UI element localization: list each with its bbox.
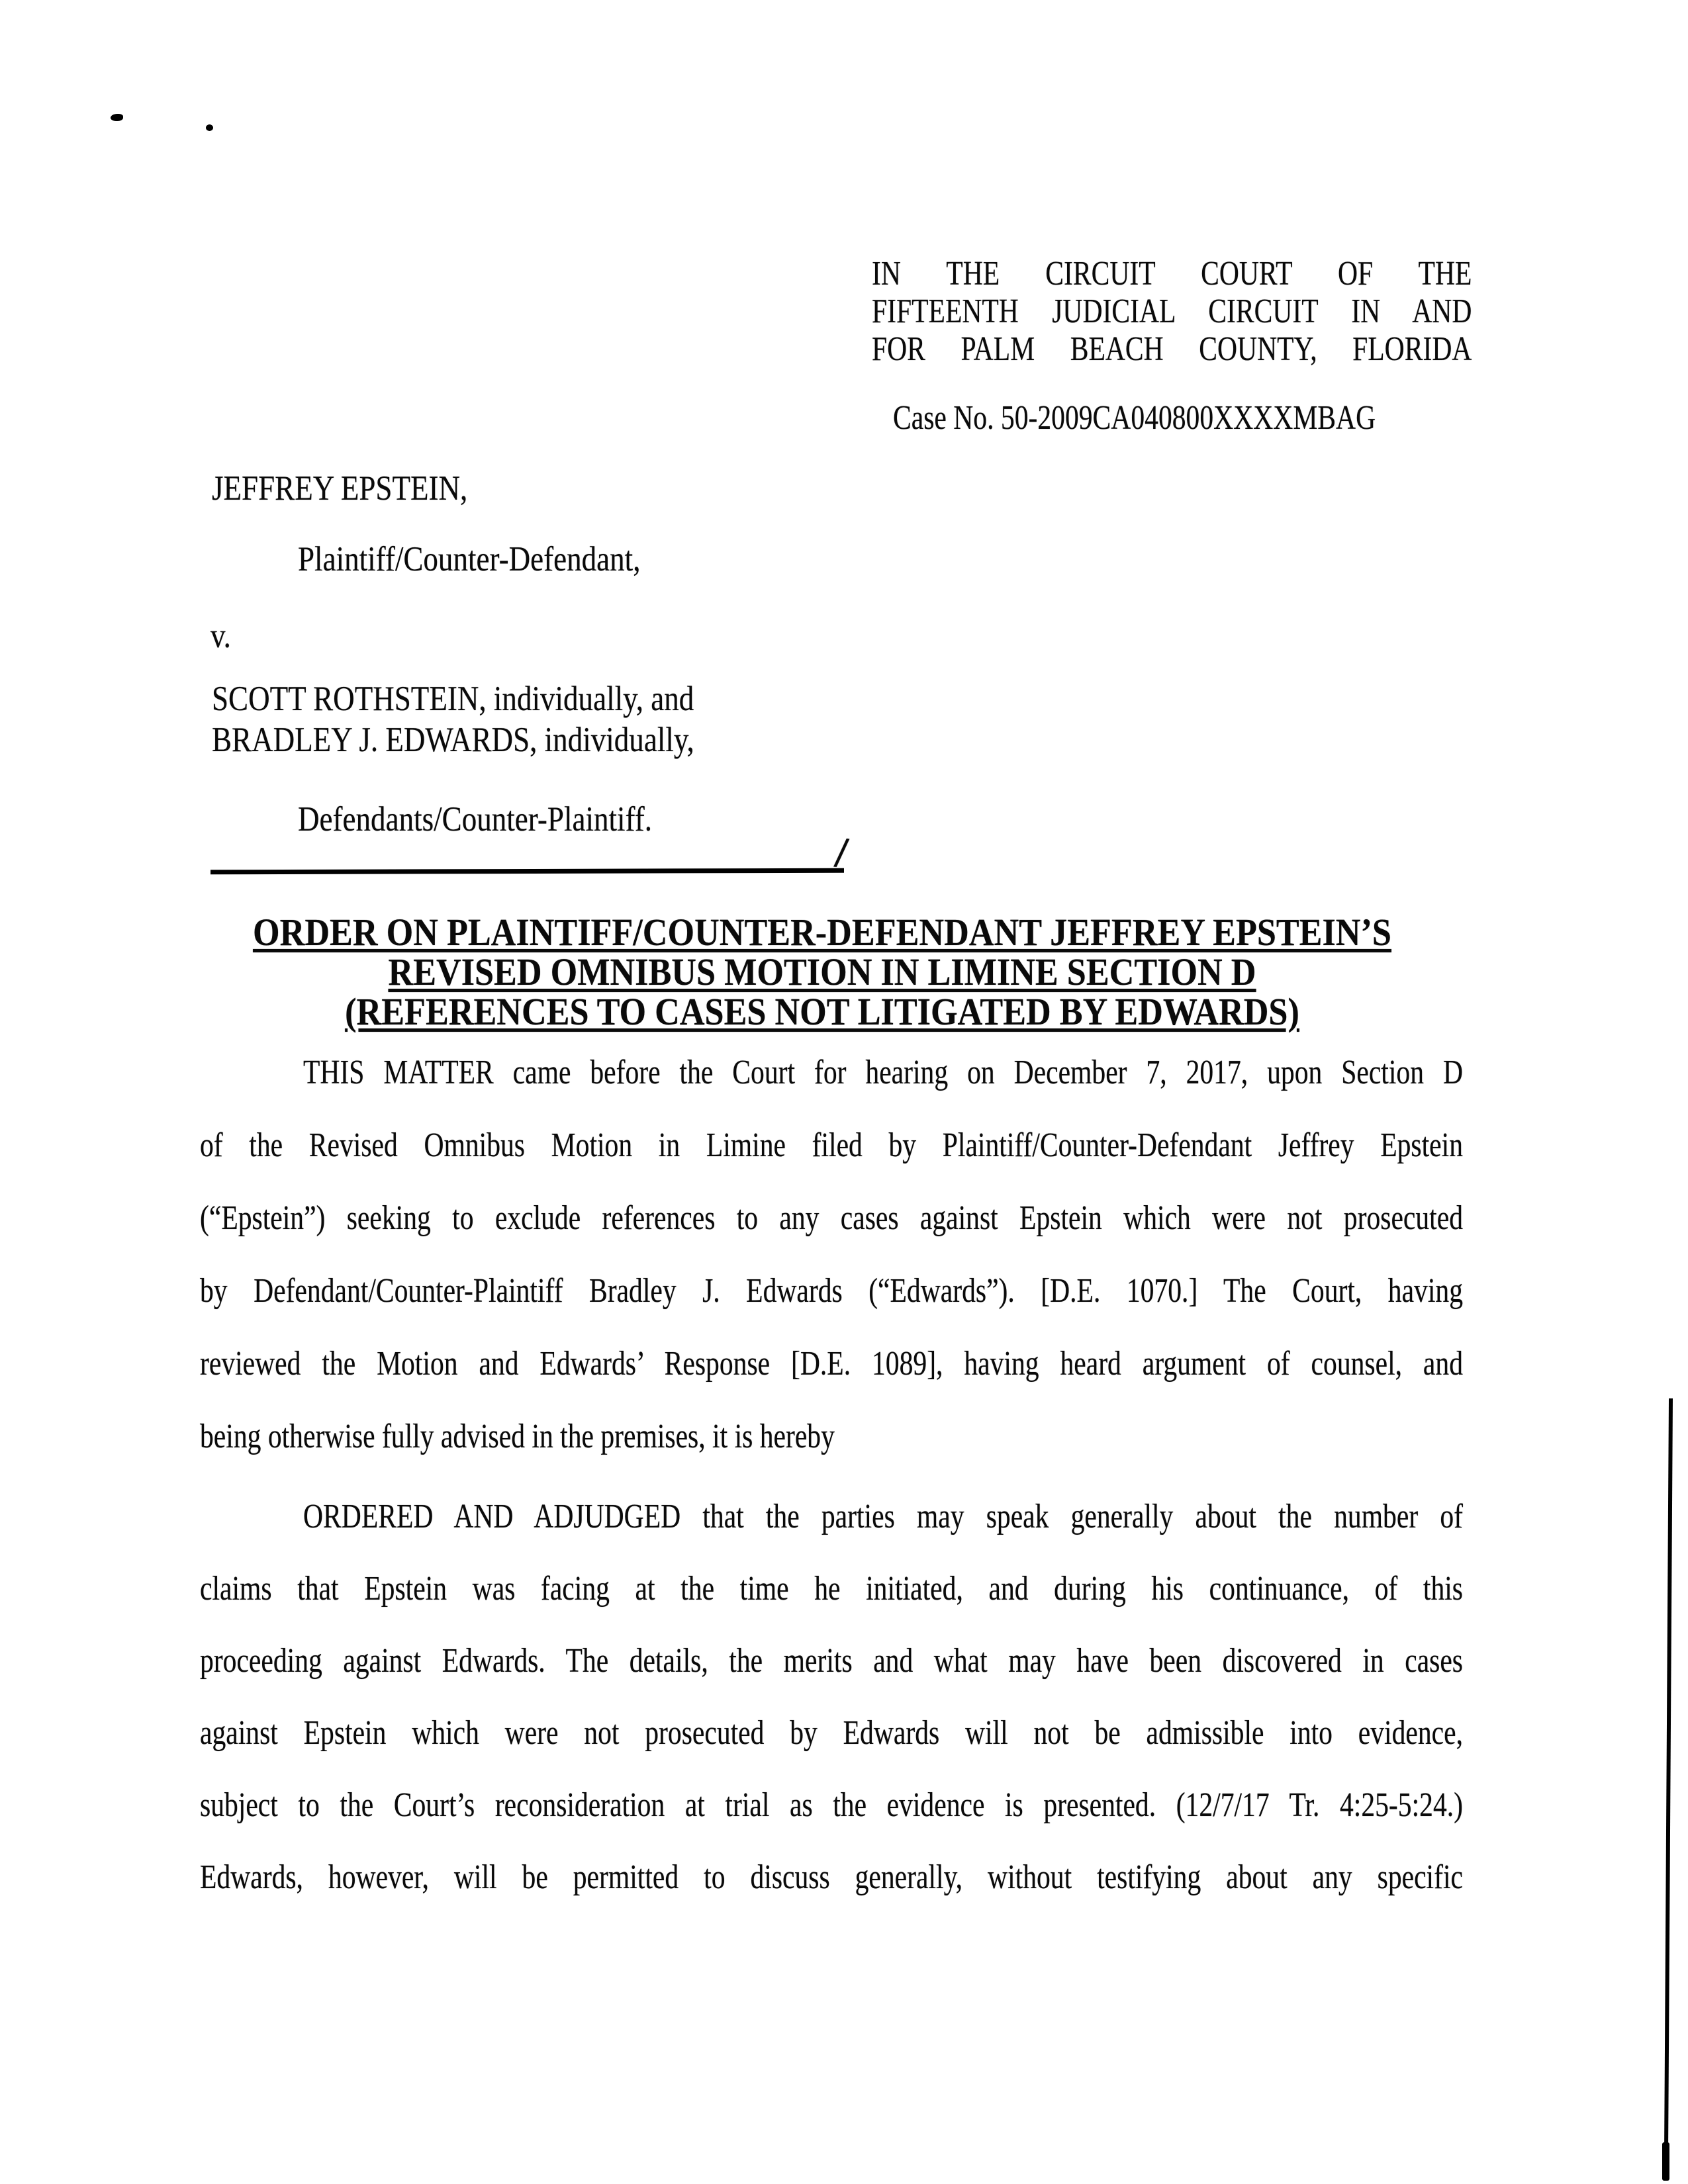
ink-speck (111, 114, 123, 121)
versus-label: v. (211, 617, 231, 655)
order-paragraph-1 (200, 1036, 1463, 1473)
court-caption-line: IN THE CIRCUIT COURT OF THE (872, 255, 1472, 293)
defendant-name-line: BRADLEY J. EDWARDS, individually, (212, 721, 694, 759)
body-line: subject to the Court’s reconsideration at trial as the evidence is presented. (12/7/17 Tr. 4:25-5:24.) (200, 1786, 1463, 1824)
order-title (191, 913, 1454, 1032)
body-line: claims that Epstein was facing at the time he initiated, and during his continuance, of this (200, 1570, 1463, 1608)
body-line: reviewed the Motion and Edwards’ Response [D.E. 1089], having heard argument of counsel, and (200, 1345, 1463, 1383)
defendant-role: Defendants/Counter-Plaintiff. (298, 800, 652, 839)
court-caption-line: FIFTEENTH JUDICIAL CIRCUIT IN AND (872, 293, 1472, 330)
court-caption (872, 255, 1472, 368)
body-line: Edwards, however, will be permitted to discuss generally, without testifying about any specific (200, 1858, 1463, 1896)
body-line: against Epstein which were not prosecuted by Edwards will not be admissible into evidence, (200, 1714, 1463, 1752)
order-title-line: REVISED OMNIBUS MOTION IN LIMINE SECTION D (388, 950, 1256, 993)
defendant-name-line: SCOTT ROTHSTEIN, individually, and (212, 680, 694, 718)
caption-separator-rule (211, 868, 844, 875)
ink-speck (206, 124, 213, 131)
order-title-line: ORDER ON PLAINTIFF/COUNTER-DEFENDANT JEFFREY EPSTEIN’S (253, 911, 1391, 954)
order-paragraph-2 (200, 1480, 1463, 1913)
plaintiff-name: JEFFREY EPSTEIN, (212, 469, 468, 508)
scan-edge-artifact (1664, 1398, 1673, 2179)
body-line: proceeding against Edwards. The details, the merits and what may have been discovered in cases (200, 1642, 1463, 1680)
order-title-line: (REFERENCES TO CASES NOT LITIGATED BY EDWARDS) (345, 990, 1299, 1033)
body-line: (“Epstein”) seeking to exclude references to any cases against Epstein which were not prosecuted (200, 1199, 1463, 1237)
body-line: ORDERED AND ADJUDGED that the parties may speak generally about the number of (303, 1498, 1463, 1535)
scan-edge-artifact (1662, 2142, 1669, 2181)
court-caption-line: FOR PALM BEACH COUNTY, FLORIDA (872, 330, 1472, 368)
caption-separator-slash: / (833, 828, 851, 878)
body-line: THIS MATTER came before the Court for hearing on December 7, 2017, upon Section D (303, 1054, 1463, 1091)
plaintiff-role: Plaintiff/Counter-Defendant, (298, 540, 641, 578)
body-line: of the Revised Omnibus Motion in Limine filed by Plaintiff/Counter-Defendant Jeffrey Epstein (200, 1126, 1463, 1164)
body-line: being otherwise fully advised in the premises, it is hereby (200, 1418, 835, 1455)
case-number: Case No. 50-2009CA040800XXXXMBAG (893, 399, 1376, 437)
defendant-names (212, 678, 694, 760)
body-line: by Defendant/Counter-Plaintiff Bradley J. Edwards (“Edwards”). [D.E. 1070.] The Court, having (200, 1272, 1463, 1310)
